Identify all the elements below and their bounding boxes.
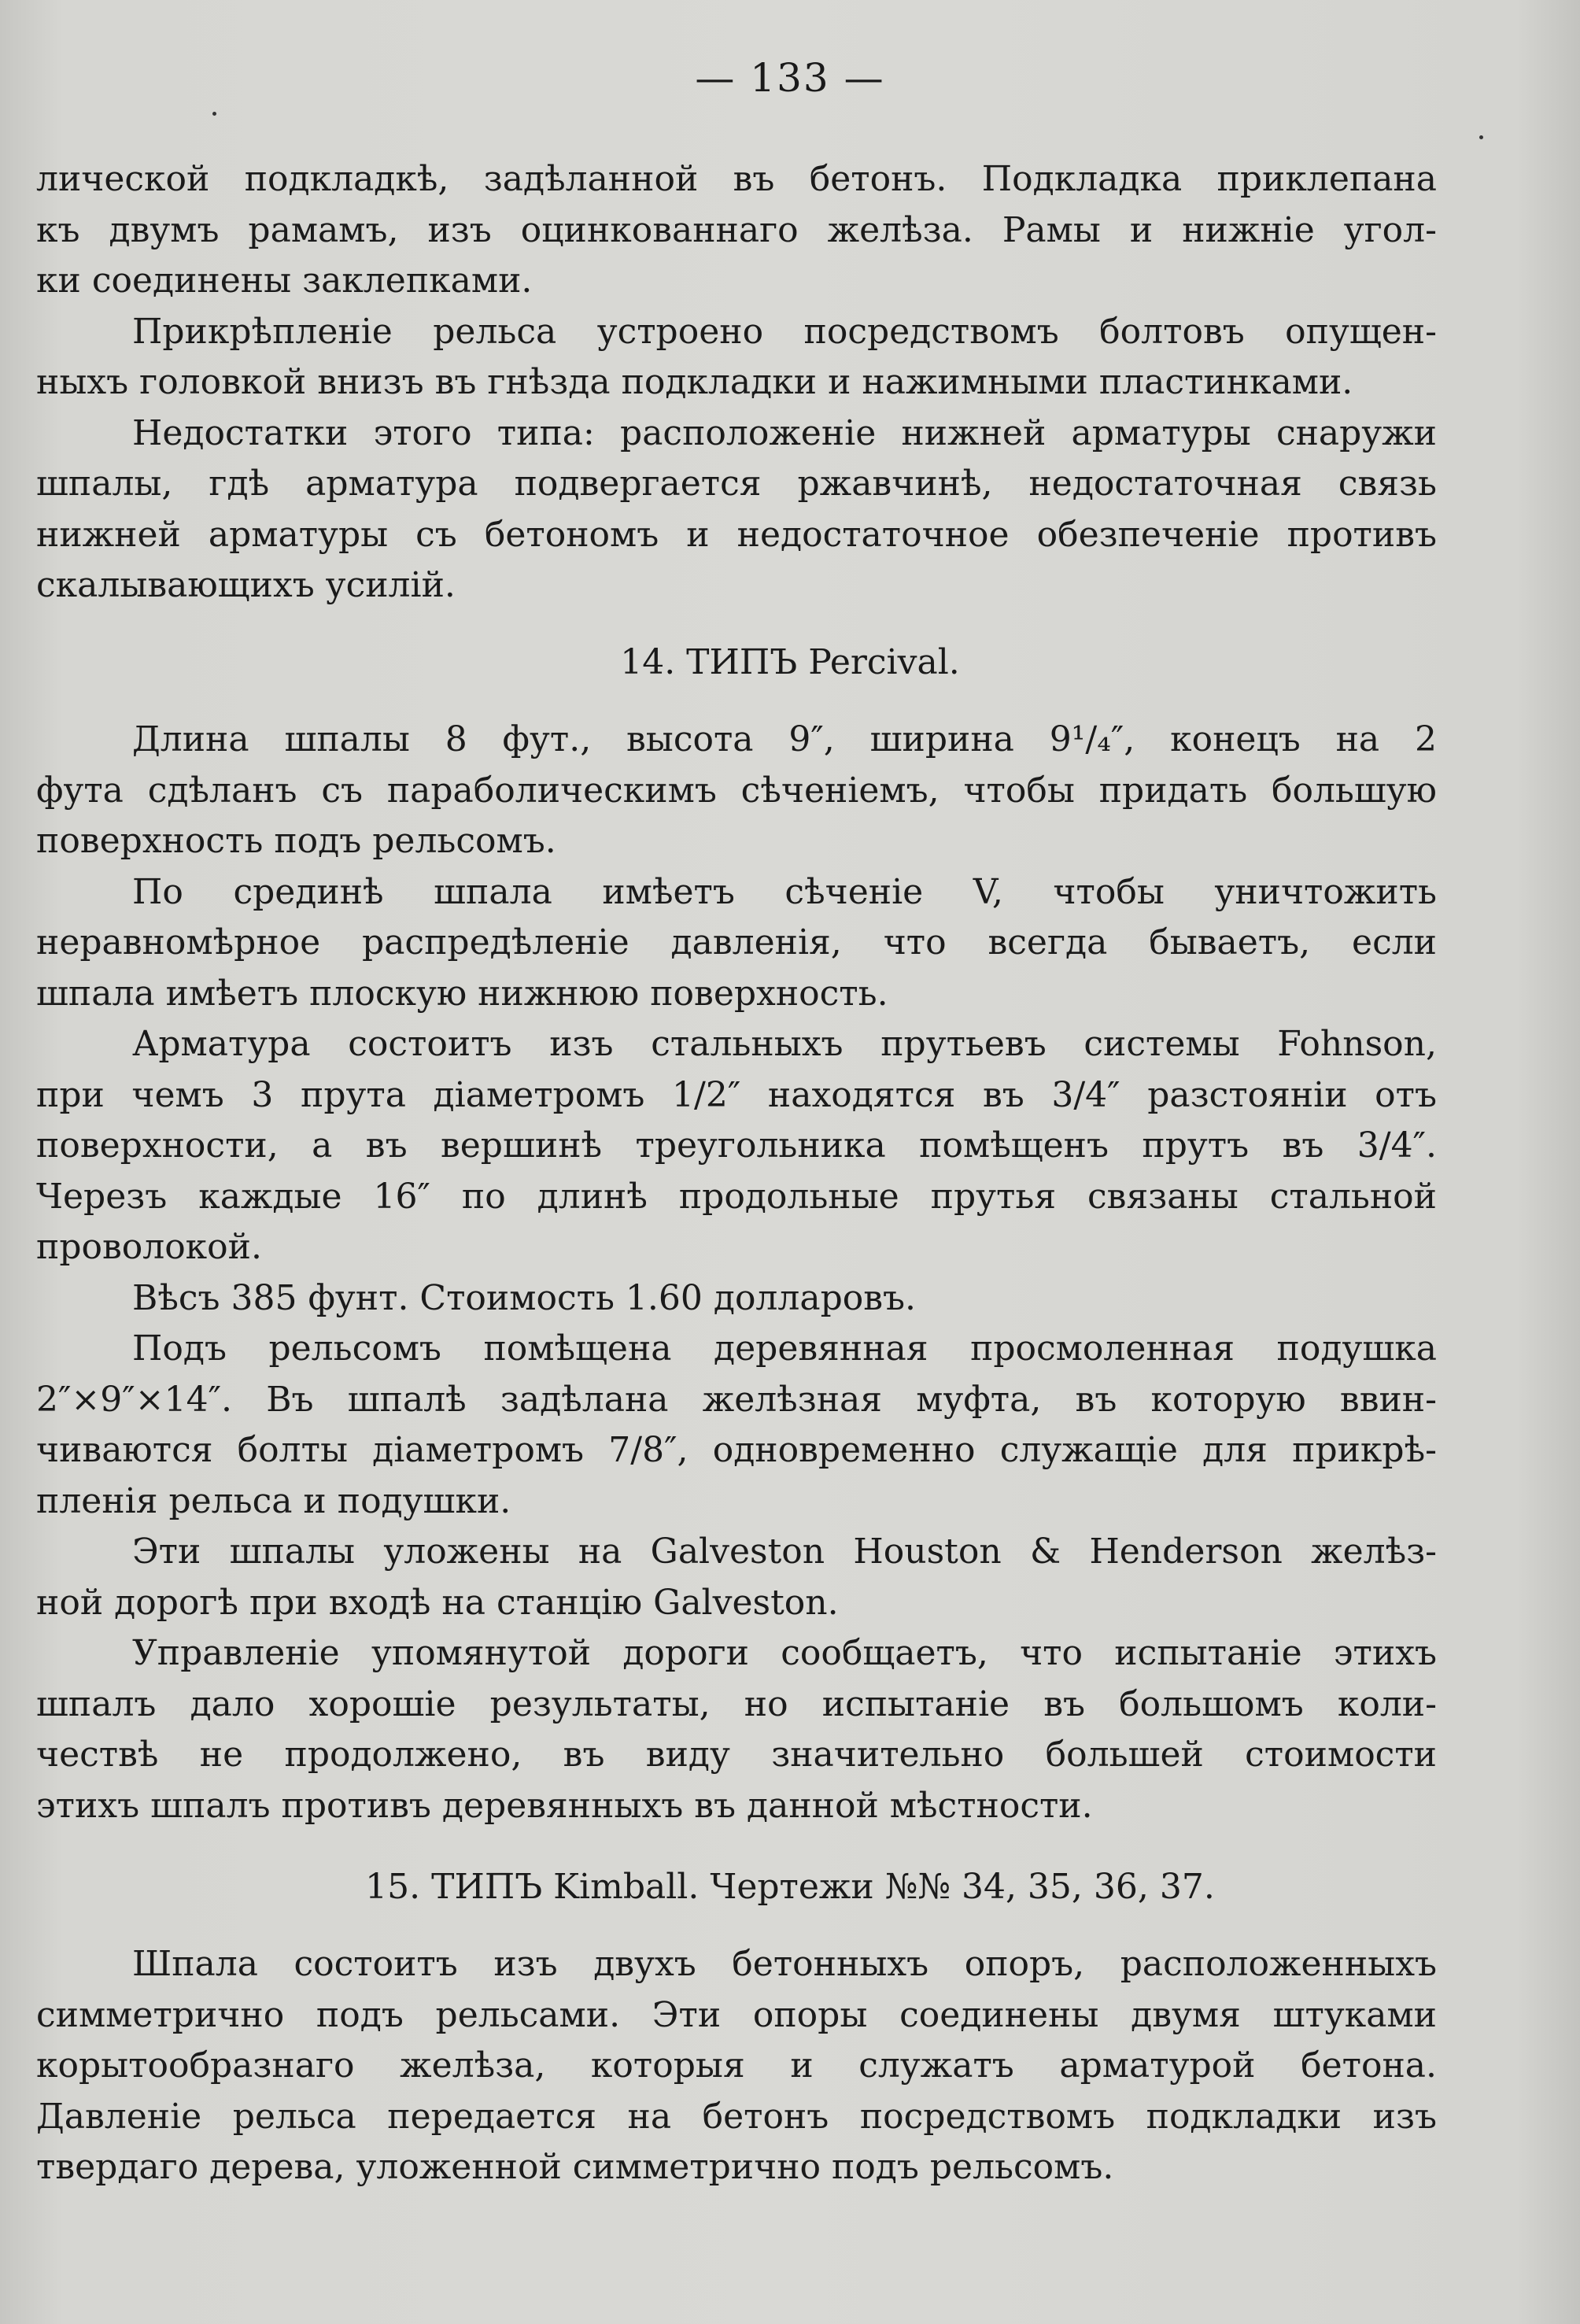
text-line: фута сдѣланъ съ параболическимъ сѣченіемъ, чтобы придать большую (36, 770, 1437, 811)
text-line: нижней арматуры съ бетономъ и недостаточное обезпеченіе противъ (36, 514, 1437, 555)
text-line: Черезъ каждые 16″ по длинѣ продольные прутья связаны стальной (36, 1176, 1437, 1217)
page-number: — 133 — (695, 55, 885, 101)
text-line: неравномѣрное распредѣленіе давленія, что всегда бываетъ, если (36, 922, 1437, 962)
text-line: корытообразнаго желѣза, которыя и служатъ арматурой бетона. (36, 2045, 1437, 2086)
text-line: Шпала состоитъ изъ двухъ бетонныхъ опоръ, расположенныхъ (132, 1944, 1437, 1984)
text-line: чиваются болты діаметромъ 7/8″, одновременно служащіе для прикрѣ- (36, 1430, 1437, 1470)
speck (212, 112, 216, 116)
text-line: проволокой. (36, 1227, 262, 1267)
text-line: скалывающихъ усилій. (36, 565, 456, 605)
text-line: пленія рельса и подушки. (36, 1480, 511, 1521)
text-line: чествѣ не продолжено, въ виду значительно большей стоимости (36, 1735, 1437, 1775)
heading-type-15: 15. ТИПЪ Kimball. Чертежи №№ 34, 35, 36, 37. (365, 1867, 1215, 1907)
heading-type-14: 14. ТИПЪ Percival. (620, 642, 960, 682)
text-section-type-15 (36, 1939, 1437, 2193)
text-line: Подъ рельсомъ помѣщена деревянная просмоленная подушка (132, 1328, 1437, 1369)
text-line: ныхъ головкой внизъ въ гнѣзда подкладки и нажимными пластинками. (36, 362, 1353, 402)
text-line: Арматура состоитъ изъ стальныхъ прутьевъ системы Fohnson, (132, 1024, 1437, 1064)
text-line: къ двумъ рамамъ, изъ оцинкованнаго желѣза. Рамы и нижніе угол- (36, 209, 1437, 250)
text-line: этихъ шпалъ противъ деревянныхъ въ данной мѣстности. (36, 1785, 1093, 1826)
text-line: Эти шпалы уложены на Galveston Houston & Henderson желѣз- (132, 1531, 1437, 1572)
text-line: лической подкладкѣ, задѣланной въ бетонъ. Подкладка приклепана (36, 159, 1437, 199)
text-line: 2″×9″×14″. Въ шпалѣ задѣлана желѣзная муфта, въ которую ввин- (36, 1379, 1437, 1420)
text-line: при чемъ 3 прута діаметромъ 1/2″ находятся въ 3/4″ разстояніи отъ (36, 1074, 1437, 1115)
text-line: ной дорогѣ при входѣ на станцію Galveston. (36, 1582, 839, 1623)
speck (1479, 135, 1483, 139)
text-line: шпалы, гдѣ арматура подвергается ржавчинѣ, недостаточная связь (36, 464, 1437, 504)
text-line: шпалъ дало хорошіе результаты, но испытаніе въ большомъ коли- (36, 1683, 1437, 1724)
text-line: твердаго дерева, уложенной симметрично подъ рельсомъ. (36, 2147, 1114, 2187)
text-line: шпала имѣетъ плоскую нижнюю поверхность. (36, 973, 888, 1014)
text-line: Вѣсъ 385 фунт. Стоимость 1.60 долларовъ. (132, 1277, 916, 1318)
text-line: ки соединены заклепками. (36, 260, 533, 301)
text-line: Управленіе упомянутой дороги сообщаетъ, что испытаніе этихъ (132, 1633, 1437, 1673)
text-section-type-14 (36, 715, 1437, 1831)
text-line: Давленіе рельса передается на бетонъ посредствомъ подкладки изъ (36, 2096, 1437, 2137)
text-section-intro (36, 154, 1437, 611)
text-line: По срединѣ шпала имѣетъ сѣченіе V, чтобы уничтожить (132, 871, 1437, 912)
text-line: Длина шпалы 8 фут., высота 9″, ширина 9¹/₄″, конецъ на 2 (132, 719, 1437, 759)
text-line: Недостатки этого типа: расположеніе нижней арматуры снаружи (132, 412, 1437, 453)
text-line: симметрично подъ рельсами. Эти опоры соединены двумя штуками (36, 1994, 1437, 2035)
text-line: поверхности, а въ вершинѣ треугольника помѣщенъ прутъ въ 3/4″. (36, 1125, 1437, 1166)
text-line: Прикрѣпленіе рельса устроено посредствомъ болтовъ опущен- (132, 311, 1437, 352)
text-line: поверхность подъ рельсомъ. (36, 821, 556, 861)
